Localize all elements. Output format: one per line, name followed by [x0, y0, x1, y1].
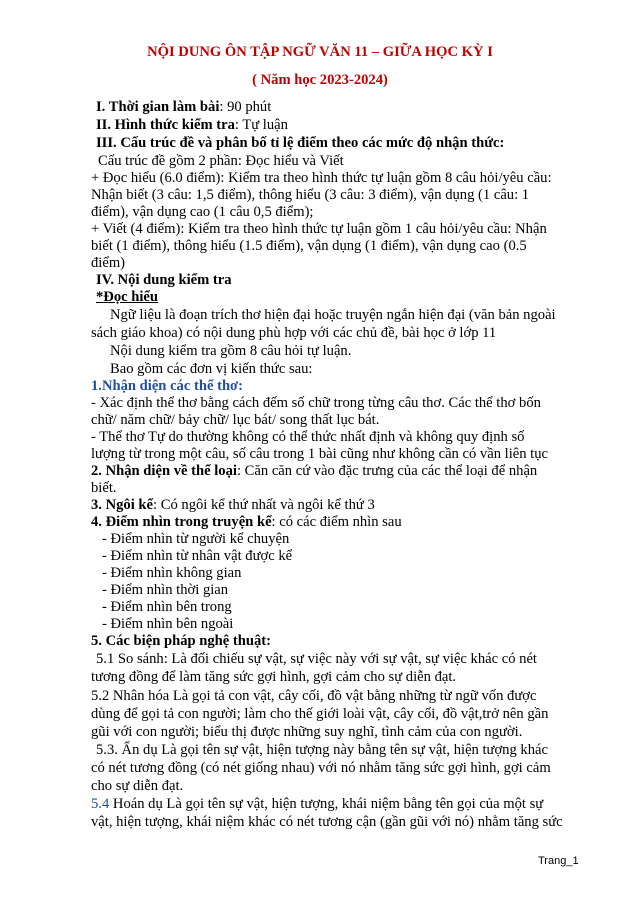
viewpoint-item: - Điểm nhìn bên trong: [102, 599, 232, 615]
section-content-heading: IV. Nội dung kiểm tra: [96, 272, 232, 288]
structure-line: điểm), vận dụng cao (1 câu 0,5 điểm);: [91, 204, 314, 220]
item-5-heading: 5. Các biện pháp nghệ thuật:: [91, 633, 272, 649]
item-1-line: - Xác định thể thơ bằng cách đếm số chữ trong từng câu thơ. Các thể thơ bốn: [91, 395, 541, 411]
viewpoint-item: - Điểm nhìn bên ngoài: [102, 616, 234, 632]
item-5-line: cho sự diễn đạt.: [91, 778, 184, 794]
section-structure-heading: III. Cấu trúc đề và phân bố tỉ lệ điểm theo các mức độ nhận thức:: [96, 135, 505, 151]
structure-line: biết (1 điểm), thông hiểu (1.5 điểm), vận dụng (1 điểm), vận dụng cao (0.5: [91, 238, 527, 254]
page-number: Trang_1: [538, 855, 579, 867]
item-2-line: biết.: [91, 480, 117, 496]
item-1-line: lượng từ trong một câu, số câu trong 1 bài cũng như không cần có vần liên tục: [91, 446, 548, 462]
item-2: 2. Nhận diện về thể loại: Căn căn cứ vào đặc trưng của các thể loại để nhận: [91, 463, 538, 479]
item-5-line: 5.2 Nhân hóa Là gọi tả con vật, cây cối, đồ vật bằng những từ ngữ vốn được: [91, 688, 537, 704]
item-5-line: tương đồng để làm tăng sức gợi hình, gợi cảm cho sự diễn đạt.: [91, 669, 457, 685]
item-5-line: 5.3. Ẩn dụ Là gọi tên sự vật, hiện tượng này bằng tên sự vật, hiện tượng khác: [96, 742, 548, 758]
item-5-line: 5.1 So sánh: Là đối chiếu sự vật, sự việc này với sự vật, sự việc khác có nét: [96, 651, 537, 667]
reading-subheading: *Đọc hiểu: [96, 289, 159, 305]
structure-line: + Đọc hiểu (6.0 điểm): Kiểm tra theo hình thức tự luận gồm 8 câu hỏi/yêu cầu:: [91, 170, 552, 186]
section-time: I. Thời gian làm bài: 90 phút: [96, 99, 272, 115]
viewpoint-item: - Điểm nhìn từ người kể chuyện: [102, 531, 290, 547]
viewpoint-item: - Điểm nhìn không gian: [102, 565, 242, 581]
item-1-line: - Thể thơ Tự do thường không có thể thức nhất định và không quy định số: [91, 429, 525, 445]
item-4: 4. Điểm nhìn trong truyện kể: có các điểm nhìn sau: [91, 514, 402, 530]
structure-line: điểm): [91, 255, 126, 271]
viewpoint-item: - Điểm nhìn từ nhân vật được kể: [102, 548, 293, 564]
viewpoint-item: - Điểm nhìn thời gian: [102, 582, 229, 598]
item-5-line: gũi với con người; biểu thị được những suy nghĩ, tình cảm của con người.: [91, 724, 523, 740]
structure-line: + Viết (4 điểm): Kiểm tra theo hình thức tự luận gồm 1 câu hỏi/yêu cầu: Nhận: [91, 221, 547, 237]
item-5-line: dùng để gọi tả con người; làm cho thế giới loài vật, cây cối, đồ vật,trở nên gần: [91, 706, 549, 722]
item-5-line: vật, hiện tượng, khái niệm khác có nét tương cận (gần gũi với nó) nhằm tăng sức: [91, 814, 563, 830]
item-1-heading: 1.Nhận diện các thể thơ:: [91, 378, 243, 394]
section-format: II. Hình thức kiểm tra: Tự luận: [96, 117, 288, 133]
content-line: Nội dung kiểm tra gồm 8 câu hỏi tự luận.: [110, 343, 352, 359]
structure-line: Nhận biết (3 câu: 1,5 điểm), thông hiểu (3 câu: 3 điểm), vận dụng (1 câu: 1: [91, 187, 530, 203]
item-5-line: 5.4 Hoán dụ Là gọi tên sự vật, hiện tượng, khái niệm bằng tên gọi của một sự: [91, 796, 544, 812]
item-1-line: chữ/ năm chữ/ bảy chữ/ lục bát/ song thất lục bát.: [91, 412, 380, 428]
school-year: ( Năm học 2023-2024): [252, 72, 388, 88]
document-title: NỘI DUNG ÔN TẬP NGỮ VĂN 11 – GIỮA HỌC KỲ I: [147, 44, 493, 60]
item-3: 3. Ngôi kể: Có ngôi kể thứ nhất và ngôi kể thứ 3: [91, 497, 375, 513]
item-5-line: có nét tương đồng (có nét giống nhau) với nó nhằm tăng sức gợi hình, gợi cảm: [91, 760, 551, 776]
content-line: sách giáo khoa) có nội dung phù hợp với các chủ đề, bài học ở lớp 11: [91, 325, 497, 341]
content-line: Bao gồm các đơn vị kiến thức sau:: [110, 361, 313, 377]
content-line: Ngữ liệu là đoạn trích thơ hiện đại hoặc truyện ngắn hiện đại (văn bản ngoài: [110, 307, 556, 323]
structure-line: Cấu trúc đề gồm 2 phần: Đọc hiểu và Viết: [98, 153, 344, 169]
